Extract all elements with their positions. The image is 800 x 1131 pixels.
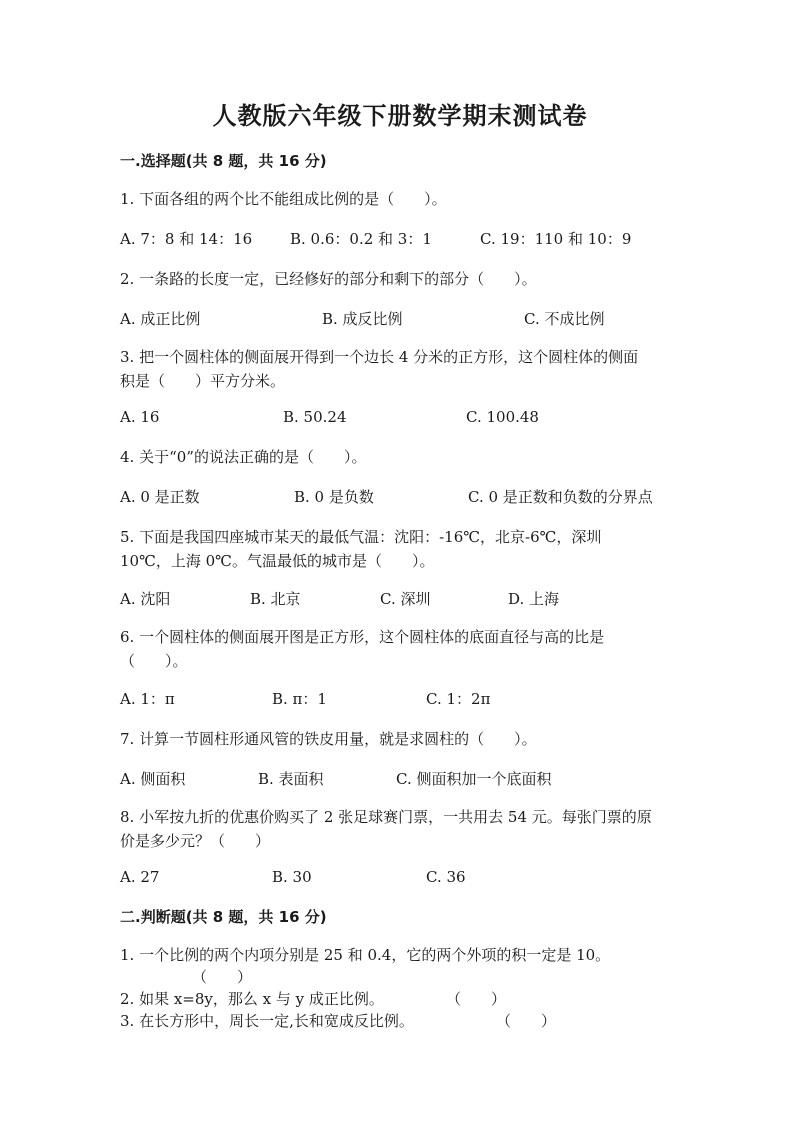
question-stem: 5. 下面是我国四座城市某天的最低气温：沈阳：-16℃，北京-6℃，深圳	[120, 528, 602, 546]
option: B. 成反比例	[322, 310, 403, 328]
option: B. 50.24	[283, 408, 347, 426]
option: C. 侧面积加一个底面积	[396, 770, 552, 788]
answer-blank: （ ）	[446, 990, 507, 1008]
question-stem: 8. 小军按九折的优惠价购买了 2 张足球赛门票，一共用去 54 元。每张门票的原	[120, 808, 652, 826]
option: B. 30	[272, 868, 312, 886]
option: B. 0 是负数	[294, 488, 374, 506]
option: C. 36	[426, 868, 466, 886]
option: A. 27	[120, 868, 160, 886]
option: D. 上海	[508, 590, 560, 608]
question-stem: 7. 计算一节圆柱形通风管的铁皮用量，就是求圆柱的（ ）。	[120, 730, 537, 748]
question-stem: 2. 一条路的长度一定，已经修好的部分和剩下的部分（ ）。	[120, 270, 537, 288]
question-stem: 6. 一个圆柱体的侧面展开图是正方形，这个圆柱体的底面直径与高的比是	[120, 628, 605, 646]
question-stem: 1. 一个比例的两个内项分别是 25 和 0.4，它的两个外项的积一定是 10。	[120, 946, 611, 964]
option: A. 1：π	[120, 690, 175, 708]
option: A. 0 是正数	[120, 488, 200, 506]
option: A. 沈阳	[120, 590, 171, 608]
question-stem: （ ）。	[120, 652, 188, 670]
option: B. 北京	[250, 590, 301, 608]
option: B. 0.6：0.2 和 3：1	[290, 230, 432, 248]
section-heading-judgement: 二.判断题(共 8 题，共 16 分)	[120, 908, 327, 926]
option: A. 16	[120, 408, 160, 426]
page-title: 人教版六年级下册数学期末测试卷	[212, 102, 588, 130]
answer-blank: （ ）	[192, 968, 253, 986]
question-stem: 3. 把一个圆柱体的侧面展开得到一个边长 4 分米的正方形，这个圆柱体的侧面	[120, 348, 639, 366]
option: B. π：1	[272, 690, 327, 708]
question-stem: 积是（ ）平方分米。	[120, 372, 286, 390]
question-stem: 4. 关于“0”的说法正确的是（ ）。	[120, 448, 367, 466]
option: C. 100.48	[466, 408, 539, 426]
section-heading-choice: 一.选择题(共 8 题，共 16 分)	[120, 152, 327, 170]
answer-blank: （ ）	[496, 1012, 557, 1030]
option: C. 19：110 和 10：9	[480, 230, 632, 248]
question-stem: 价是多少元？（ ）	[120, 832, 271, 850]
question-stem: 1. 下面各组的两个比不能组成比例的是（ ）。	[120, 190, 447, 208]
option: C. 1：2π	[426, 690, 491, 708]
question-stem: 3. 在长方形中，周长一定,长和宽成反比例。	[120, 1012, 414, 1030]
option: C. 不成比例	[524, 310, 605, 328]
option: C. 0 是正数和负数的分界点	[468, 488, 653, 506]
option: A. 侧面积	[120, 770, 186, 788]
option: A. 7：8 和 14：16	[120, 230, 253, 248]
option: C. 深圳	[380, 590, 431, 608]
question-stem: 2. 如果 x=8y，那么 x 与 y 成正比例。	[120, 990, 384, 1008]
question-stem: 10℃，上海 0℃。气温最低的城市是（ ）。	[120, 552, 435, 570]
option: A. 成正比例	[120, 310, 201, 328]
option: B. 表面积	[258, 770, 324, 788]
